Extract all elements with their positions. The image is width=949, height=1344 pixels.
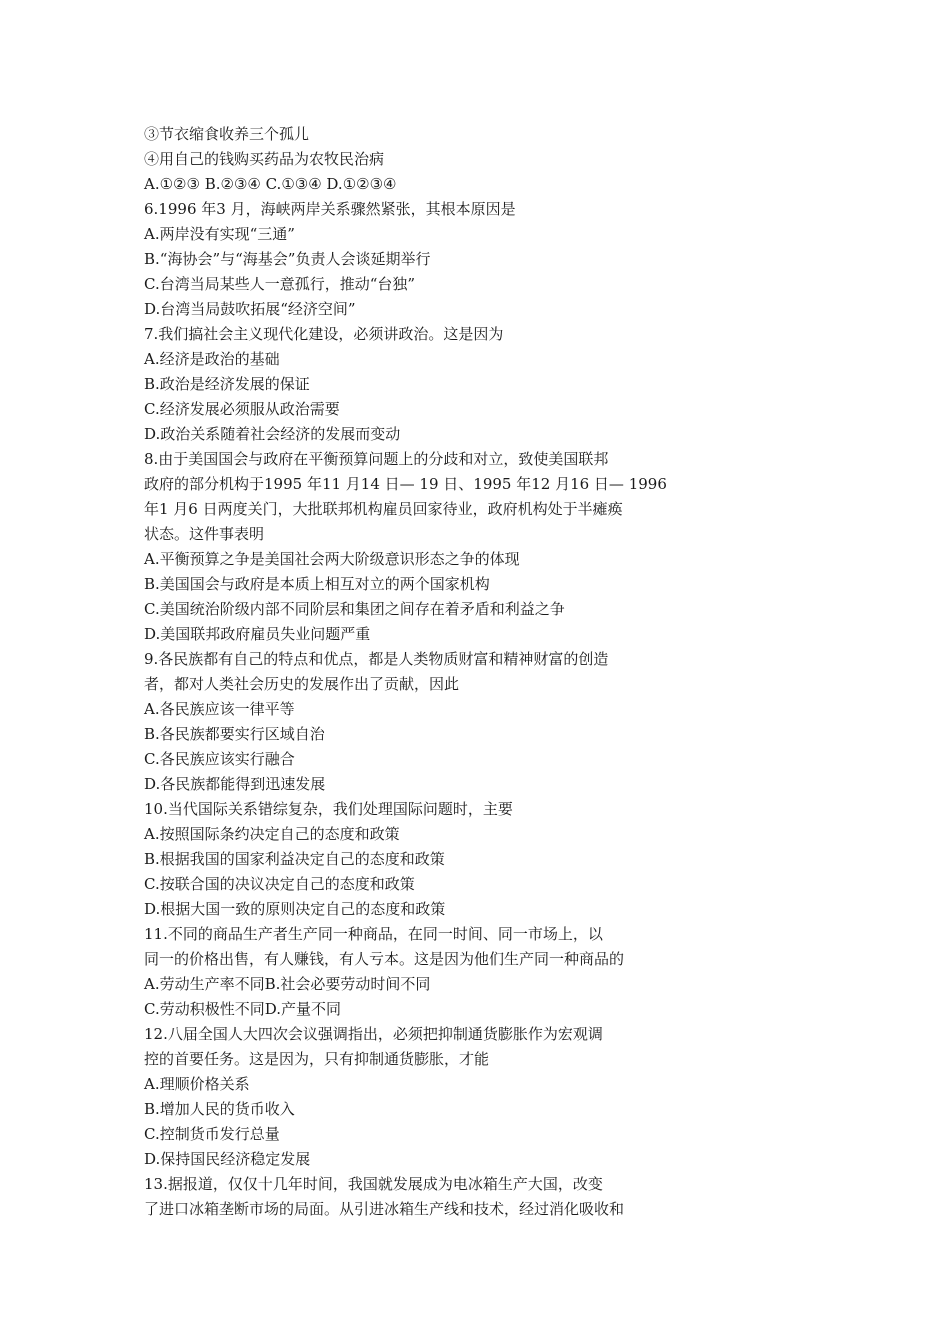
- text-line: C.美国统治阶级内部不同阶层和集团之间存在着矛盾和利益之争: [144, 600, 565, 618]
- text-line: 控的首要任务。这是因为，只有抑制通货膨胀，才能: [144, 1050, 490, 1068]
- text-line: 10.当代国际关系错综复杂，我们处理国际问题时，主要: [144, 800, 513, 818]
- text-line: D.美国联邦政府雇员失业问题严重: [144, 625, 371, 643]
- text-line: ④用自己的钱购买药品为农牧民治病: [144, 150, 385, 168]
- text-line: D.政治关系随着社会经济的发展而变动: [144, 425, 401, 443]
- text-line: A.经济是政治的基础: [144, 350, 280, 368]
- text-line: C.按联合国的决议决定自己的态度和政策: [144, 875, 415, 893]
- text-line: C.台湾当局某些人一意孤行，推动“台独”: [144, 275, 416, 293]
- text-line: A.劳动生产率不同B.社会必要劳动时间不同: [144, 975, 431, 993]
- text-line: D.保持国民经济稳定发展: [144, 1150, 311, 1168]
- text-line: A.各民族应该一律平等: [144, 700, 295, 718]
- text-line: 年1 月6 日两度关门，大批联邦机构雇员回家待业，政府机构处于半瘫痪: [144, 500, 623, 518]
- text-line: A.平衡预算之争是美国社会两大阶级意识形态之争的体现: [144, 550, 520, 568]
- text-line: C.各民族应该实行融合: [144, 750, 295, 768]
- text-line: 同一的价格出售，有人赚钱，有人亏本。这是因为他们生产同一种商品的: [144, 950, 625, 968]
- text-line: A.按照国际条约决定自己的态度和政策: [144, 825, 400, 843]
- text-line: A.理顺价格关系: [144, 1075, 250, 1093]
- text-line: C.经济发展必须服从政治需要: [144, 400, 340, 418]
- text-line: B.各民族都要实行区域自治: [144, 725, 325, 743]
- text-line: A.①②③ B.②③④ C.①③④ D.①②③④: [144, 175, 397, 193]
- text-line: 11.不同的商品生产者生产同一种商品，在同一时间、同一市场上，以: [144, 925, 603, 943]
- text-line: 12.八届全国人大四次会议强调指出，必须把抑制通货膨胀作为宏观调: [144, 1025, 603, 1043]
- text-line: 状态。这件事表明: [144, 525, 265, 543]
- text-line: B.政治是经济发展的保证: [144, 375, 310, 393]
- text-line: A.两岸没有实现“三通”: [144, 225, 295, 243]
- text-line: D.根据大国一致的原则决定自己的态度和政策: [144, 900, 446, 918]
- text-line: ③节衣缩食收养三个孤儿: [144, 125, 310, 143]
- text-line: B.“海协会”与“海基会”负责人会谈延期举行: [144, 250, 431, 268]
- text-line: B.根据我国的国家利益决定自己的态度和政策: [144, 850, 445, 868]
- text-line: C.控制货币发行总量: [144, 1125, 280, 1143]
- text-line: 9.各民族都有自己的特点和优点，都是人类物质财富和精神财富的创造: [144, 650, 609, 668]
- text-line: 13.据报道，仅仅十几年时间，我国就发展成为电冰箱生产大国，改变: [144, 1175, 603, 1193]
- text-line: 8.由于美国国会与政府在平衡预算问题上的分歧和对立，致使美国联邦: [144, 450, 609, 468]
- text-line: D.台湾当局鼓吹拓展“经济空间”: [144, 300, 356, 318]
- text-line: 政府的部分机构于1995 年11 月14 日— 19 日、1995 年12 月16 日— 1996: [144, 475, 667, 493]
- text-line: D.各民族都能得到迅速发展: [144, 775, 326, 793]
- text-line: 6.1996 年3 月，海峡两岸关系骤然紧张，其根本原因是: [144, 200, 516, 218]
- text-line: 了进口冰箱垄断市场的局面。从引进冰箱生产线和技术，经过消化吸收和: [144, 1200, 625, 1218]
- text-line: B.增加人民的货币收入: [144, 1100, 295, 1118]
- text-line: 者，都对人类社会历史的发展作出了贡献，因此: [144, 675, 460, 693]
- text-line: B.美国国会与政府是本质上相互对立的两个国家机构: [144, 575, 490, 593]
- document-body: [144, 122, 844, 1222]
- text-line: C.劳动积极性不同D.产量不同: [144, 1000, 341, 1018]
- text-line: 7.我们搞社会主义现代化建设，必须讲政治。这是因为: [144, 325, 504, 343]
